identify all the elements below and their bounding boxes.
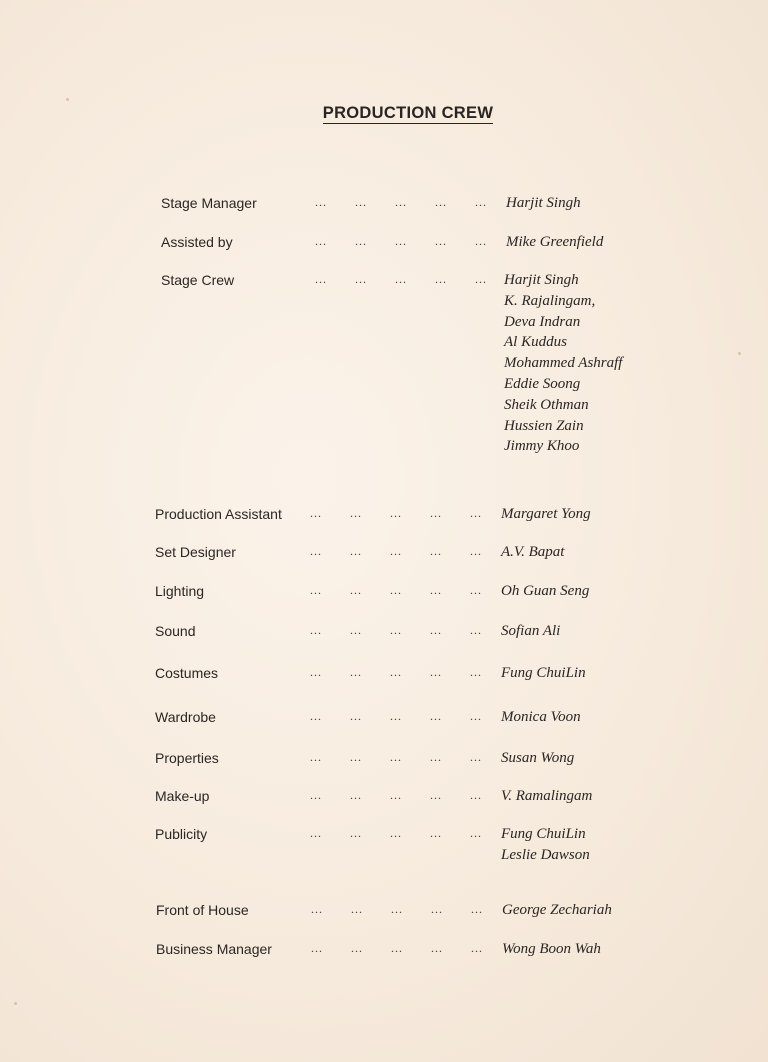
- leader-dots: ...: [355, 272, 367, 286]
- leader-dots: ...: [315, 272, 327, 286]
- crew-row: [0, 195, 768, 219]
- leader-dots: ...: [390, 583, 402, 597]
- crew-names: [501, 786, 592, 807]
- leader-dots: ...: [475, 272, 487, 286]
- leader-dots: ...: [395, 272, 407, 286]
- leader-dots: ...: [310, 623, 322, 637]
- crew-names: [504, 270, 622, 457]
- crew-row: [0, 665, 768, 689]
- crew-row: [0, 902, 768, 926]
- leader-dots: ...: [431, 941, 443, 955]
- leader-dots: ...: [310, 506, 322, 520]
- crew-row: [0, 709, 768, 733]
- crew-member-name: Margaret Yong: [501, 506, 591, 522]
- crew-role: Properties: [155, 750, 219, 766]
- leader-dots: ...: [350, 826, 362, 840]
- crew-names: [501, 748, 574, 769]
- crew-member-name: K. Rajalingam,: [504, 292, 596, 309]
- crew-member-name: Fung ChuiLin: [501, 665, 586, 681]
- crew-role: Lighting: [155, 583, 205, 599]
- crew-member-name: Al Kuddus: [504, 334, 567, 351]
- crew-member-name: Eddie Soong: [504, 375, 581, 392]
- crew-member-name: Susan Wong: [501, 750, 575, 766]
- leader-dots: ...: [350, 544, 362, 558]
- crew-member-name: Jimmy Khoo: [504, 438, 580, 455]
- crew-names: [501, 663, 586, 684]
- leader-dots: ...: [430, 826, 442, 840]
- crew-row: [0, 234, 768, 258]
- leader-dots: ...: [435, 195, 447, 209]
- crew-member-name: Harjit Singh: [504, 272, 579, 288]
- leader-dots: ...: [470, 506, 482, 520]
- crew-member-name: Sofian Ali: [501, 623, 561, 639]
- crew-role: Make-up: [155, 788, 210, 804]
- leader-dots: ...: [470, 623, 482, 637]
- leader-dots: ...: [350, 583, 362, 597]
- leader-dots: ...: [310, 709, 322, 723]
- crew-role: Set Designer: [155, 544, 236, 560]
- page-title: PRODUCTION CREW: [322, 104, 494, 122]
- leader-dots: ...: [430, 544, 442, 558]
- crew-row: [0, 623, 768, 647]
- leader-dots: ...: [355, 195, 367, 209]
- crew-member-name: Mohammed Ashraff: [504, 355, 623, 372]
- leader-dots: ...: [470, 709, 482, 723]
- crew-names: [501, 824, 590, 866]
- crew-role: Stage Manager: [161, 195, 257, 211]
- crew-row: [0, 272, 768, 455]
- leader-dots: ...: [435, 234, 447, 248]
- leader-dots: ...: [470, 544, 482, 558]
- crew-row: [0, 941, 768, 965]
- leader-dots: ...: [310, 788, 322, 802]
- crew-role: Sound: [155, 623, 196, 639]
- leader-dots: ...: [430, 788, 442, 802]
- crew-role: Stage Crew: [161, 272, 235, 288]
- leader-dots: ...: [391, 902, 403, 916]
- leader-dots: ...: [430, 709, 442, 723]
- leader-dots: ...: [355, 234, 367, 248]
- leader-dots: ...: [390, 506, 402, 520]
- leader-dots: ...: [470, 788, 482, 802]
- leader-dots: ...: [430, 583, 442, 597]
- leader-dots: ...: [391, 941, 403, 955]
- crew-role: Business Manager: [156, 941, 272, 957]
- crew-role: Assisted by: [161, 234, 233, 250]
- crew-row: [0, 826, 768, 863]
- paper-speck: [66, 98, 69, 101]
- leader-dots: ...: [311, 941, 323, 955]
- leader-dots: ...: [475, 195, 487, 209]
- leader-dots: ...: [390, 544, 402, 558]
- crew-member-name: A.V. Bapat: [501, 544, 565, 560]
- leader-dots: ...: [430, 623, 442, 637]
- crew-names: [506, 232, 603, 253]
- leader-dots: ...: [350, 623, 362, 637]
- leader-dots: ...: [351, 941, 363, 955]
- leader-dots: ...: [390, 623, 402, 637]
- leader-dots: ...: [470, 583, 482, 597]
- crew-role: Publicity: [155, 826, 208, 842]
- leader-dots: ...: [310, 544, 322, 558]
- crew-names: [501, 504, 591, 525]
- leader-dots: ...: [350, 750, 362, 764]
- leader-dots: ...: [470, 826, 482, 840]
- crew-names: [502, 900, 612, 921]
- crew-member-name: Fung ChuiLin: [501, 826, 586, 842]
- crew-member-name: Deva Indran: [504, 313, 581, 330]
- leader-dots: ...: [315, 195, 327, 209]
- leader-dots: ...: [395, 195, 407, 209]
- leader-dots: ...: [435, 272, 447, 286]
- leader-dots: ...: [430, 750, 442, 764]
- leader-dots: ...: [310, 826, 322, 840]
- leader-dots: ...: [311, 902, 323, 916]
- leader-dots: ...: [430, 665, 442, 679]
- crew-names: [501, 707, 581, 728]
- crew-member-name: Oh Guan Seng: [501, 583, 590, 599]
- leader-dots: ...: [395, 234, 407, 248]
- leader-dots: ...: [470, 665, 482, 679]
- crew-member-name: Leslie Dawson: [501, 846, 590, 863]
- leader-dots: ...: [350, 506, 362, 520]
- leader-dots: ...: [351, 902, 363, 916]
- crew-role: Production Assistant: [155, 506, 282, 522]
- leader-dots: ...: [390, 788, 402, 802]
- crew-names: [506, 193, 581, 214]
- crew-member-name: Harjit Singh: [506, 195, 581, 211]
- paper-speck: [738, 352, 741, 355]
- crew-member-name: V. Ramalingam: [501, 788, 593, 804]
- leader-dots: ...: [310, 583, 322, 597]
- leader-dots: ...: [431, 902, 443, 916]
- leader-dots: ...: [390, 750, 402, 764]
- leader-dots: ...: [471, 941, 483, 955]
- leader-dots: ...: [471, 902, 483, 916]
- leader-dots: ...: [390, 709, 402, 723]
- crew-member-name: George Zechariah: [502, 902, 612, 918]
- crew-row: [0, 750, 768, 774]
- crew-member-name: Hussien Zain: [504, 417, 584, 434]
- leader-dots: ...: [430, 506, 442, 520]
- leader-dots: ...: [350, 788, 362, 802]
- leader-dots: ...: [350, 709, 362, 723]
- crew-names: [501, 621, 560, 642]
- crew-member-name: Wong Boon Wah: [502, 941, 601, 957]
- leader-dots: ...: [350, 665, 362, 679]
- paper-speck: [14, 1002, 17, 1005]
- crew-names: [502, 939, 601, 960]
- leader-dots: ...: [315, 234, 327, 248]
- leader-dots: ...: [390, 665, 402, 679]
- crew-row: [0, 788, 768, 812]
- leader-dots: ...: [310, 750, 322, 764]
- crew-role: Wardrobe: [155, 709, 216, 725]
- crew-role: Costumes: [155, 665, 219, 681]
- leader-dots: ...: [390, 826, 402, 840]
- leader-dots: ...: [310, 665, 322, 679]
- crew-row: [0, 544, 768, 568]
- crew-row: [0, 506, 768, 530]
- leader-dots: ...: [470, 750, 482, 764]
- crew-member-name: Monica Voon: [501, 709, 581, 725]
- crew-names: [501, 581, 589, 602]
- crew-role: Front of House: [156, 902, 249, 918]
- crew-row: [0, 583, 768, 607]
- crew-names: [501, 542, 564, 563]
- crew-member-name: Mike Greenfield: [506, 234, 604, 250]
- crew-member-name: Sheik Othman: [504, 396, 589, 413]
- leader-dots: ...: [475, 234, 487, 248]
